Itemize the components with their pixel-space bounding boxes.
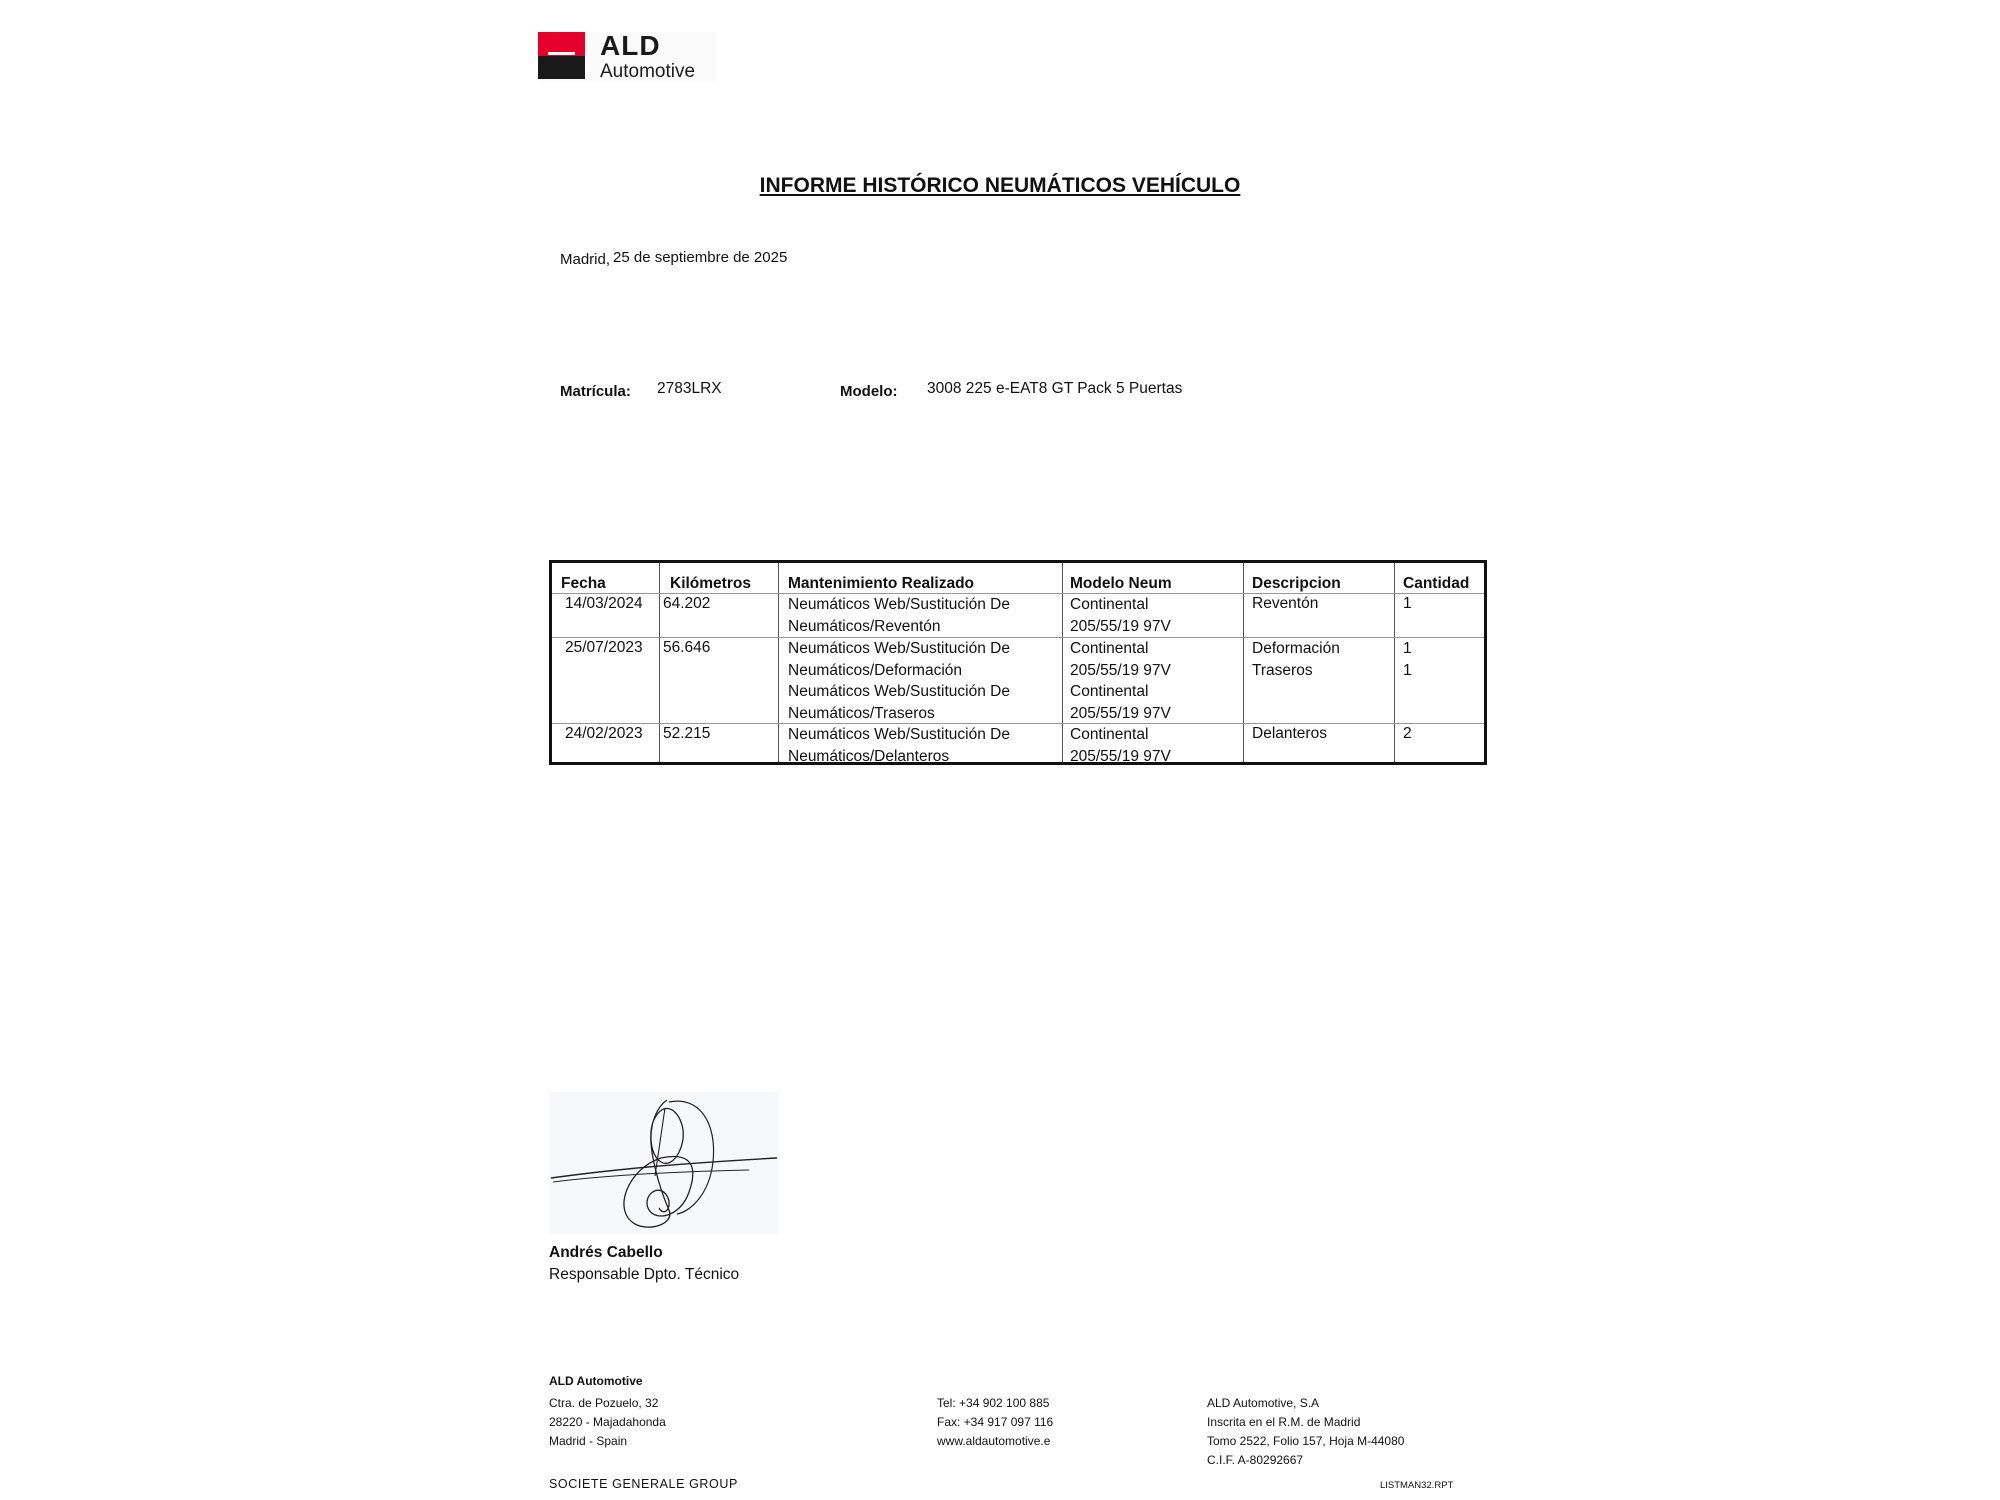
row3-km: 52.215 (663, 725, 711, 742)
footer-group: SOCIETE GENERALE GROUP (549, 1477, 738, 1491)
row2-modelo: Continental 205/55/19 97V Continental 205/55/19 97V (1070, 640, 1171, 722)
row1-fecha: 14/03/2024 (565, 595, 643, 612)
row2-fecha: 25/07/2023 (565, 639, 643, 656)
logo-subtitle: Automotive (600, 61, 696, 82)
row3-mantenimiento: Neumáticos Web/Sustitución De Neumáticos/Delanteros (788, 726, 1010, 765)
model-label: Modelo: (840, 383, 898, 400)
signer-role: Responsable Dpto. Técnico (549, 1266, 740, 1283)
row2-descripcion: Deformación Traseros (1252, 640, 1340, 679)
report-code: LISTMAN32.RPT (1380, 1480, 1454, 1491)
row2-cantidad: 1 1 (1403, 640, 1412, 679)
footer-legal: ALD Automotive, S.A Inscrita en el R.M. de Madrid Tomo 2522, Folio 157, Hoja M-44080 C.I.F. A-80292667 (1207, 1396, 1405, 1467)
row3-modelo: Continental 205/55/19 97V (1070, 726, 1171, 765)
row1-km: 64.202 (663, 595, 711, 612)
plate-label: Matrícula: (560, 383, 631, 400)
signer-name: Andrés Cabello (549, 1244, 663, 1261)
row1-mantenimiento: Neumáticos Web/Sustitución De Neumáticos/Reventón (788, 596, 1010, 635)
footer-brand: ALD Automotive (549, 1374, 643, 1388)
row1-cantidad: 1 (1403, 595, 1412, 612)
row3-fecha: 24/02/2023 (565, 725, 643, 742)
header-kilometros: Kilómetros (670, 575, 751, 592)
tire-history-table (549, 560, 1487, 765)
footer-contact: Tel: +34 902 100 885 Fax: +34 917 097 116 www.aldautomotive.e (937, 1396, 1054, 1448)
header-cantidad: Cantidad (1403, 575, 1470, 592)
header-mantenimiento: Mantenimiento Realizado (788, 575, 975, 592)
model-value: 3008 225 e-EAT8 GT Pack 5 Puertas (927, 380, 1183, 397)
ald-logo-icon (538, 32, 585, 79)
report-title: INFORME HISTÓRICO NEUMÁTICOS VEHÍCULO (759, 174, 1241, 197)
row1-modelo: Continental 205/55/19 97V (1070, 596, 1171, 635)
row3-descripcion: Delanteros (1252, 725, 1327, 742)
row2-mantenimiento: Neumáticos Web/Sustitución De Neumáticos/Deformación Neumáticos Web/Sustitución De Neumáticos/Traseros (788, 640, 1010, 722)
row1-descripcion: Reventón (1252, 595, 1319, 612)
footer-address: Ctra. de Pozuelo, 32 28220 - Majadahonda Madrid - Spain (549, 1396, 666, 1448)
logo-brand: ALD (600, 30, 661, 61)
plate-value: 2783LRX (657, 380, 722, 397)
signature-image (549, 1092, 779, 1234)
report-date: 25 de septiembre de 2025 (613, 249, 788, 266)
header-modelo-neum: Modelo Neum (1070, 575, 1172, 592)
row3-cantidad: 2 (1403, 725, 1412, 742)
report-place: Madrid, (560, 251, 611, 268)
header-descripcion: Descripcion (1252, 575, 1341, 592)
header-fecha: Fecha (561, 575, 606, 592)
row2-km: 56.646 (663, 639, 711, 656)
